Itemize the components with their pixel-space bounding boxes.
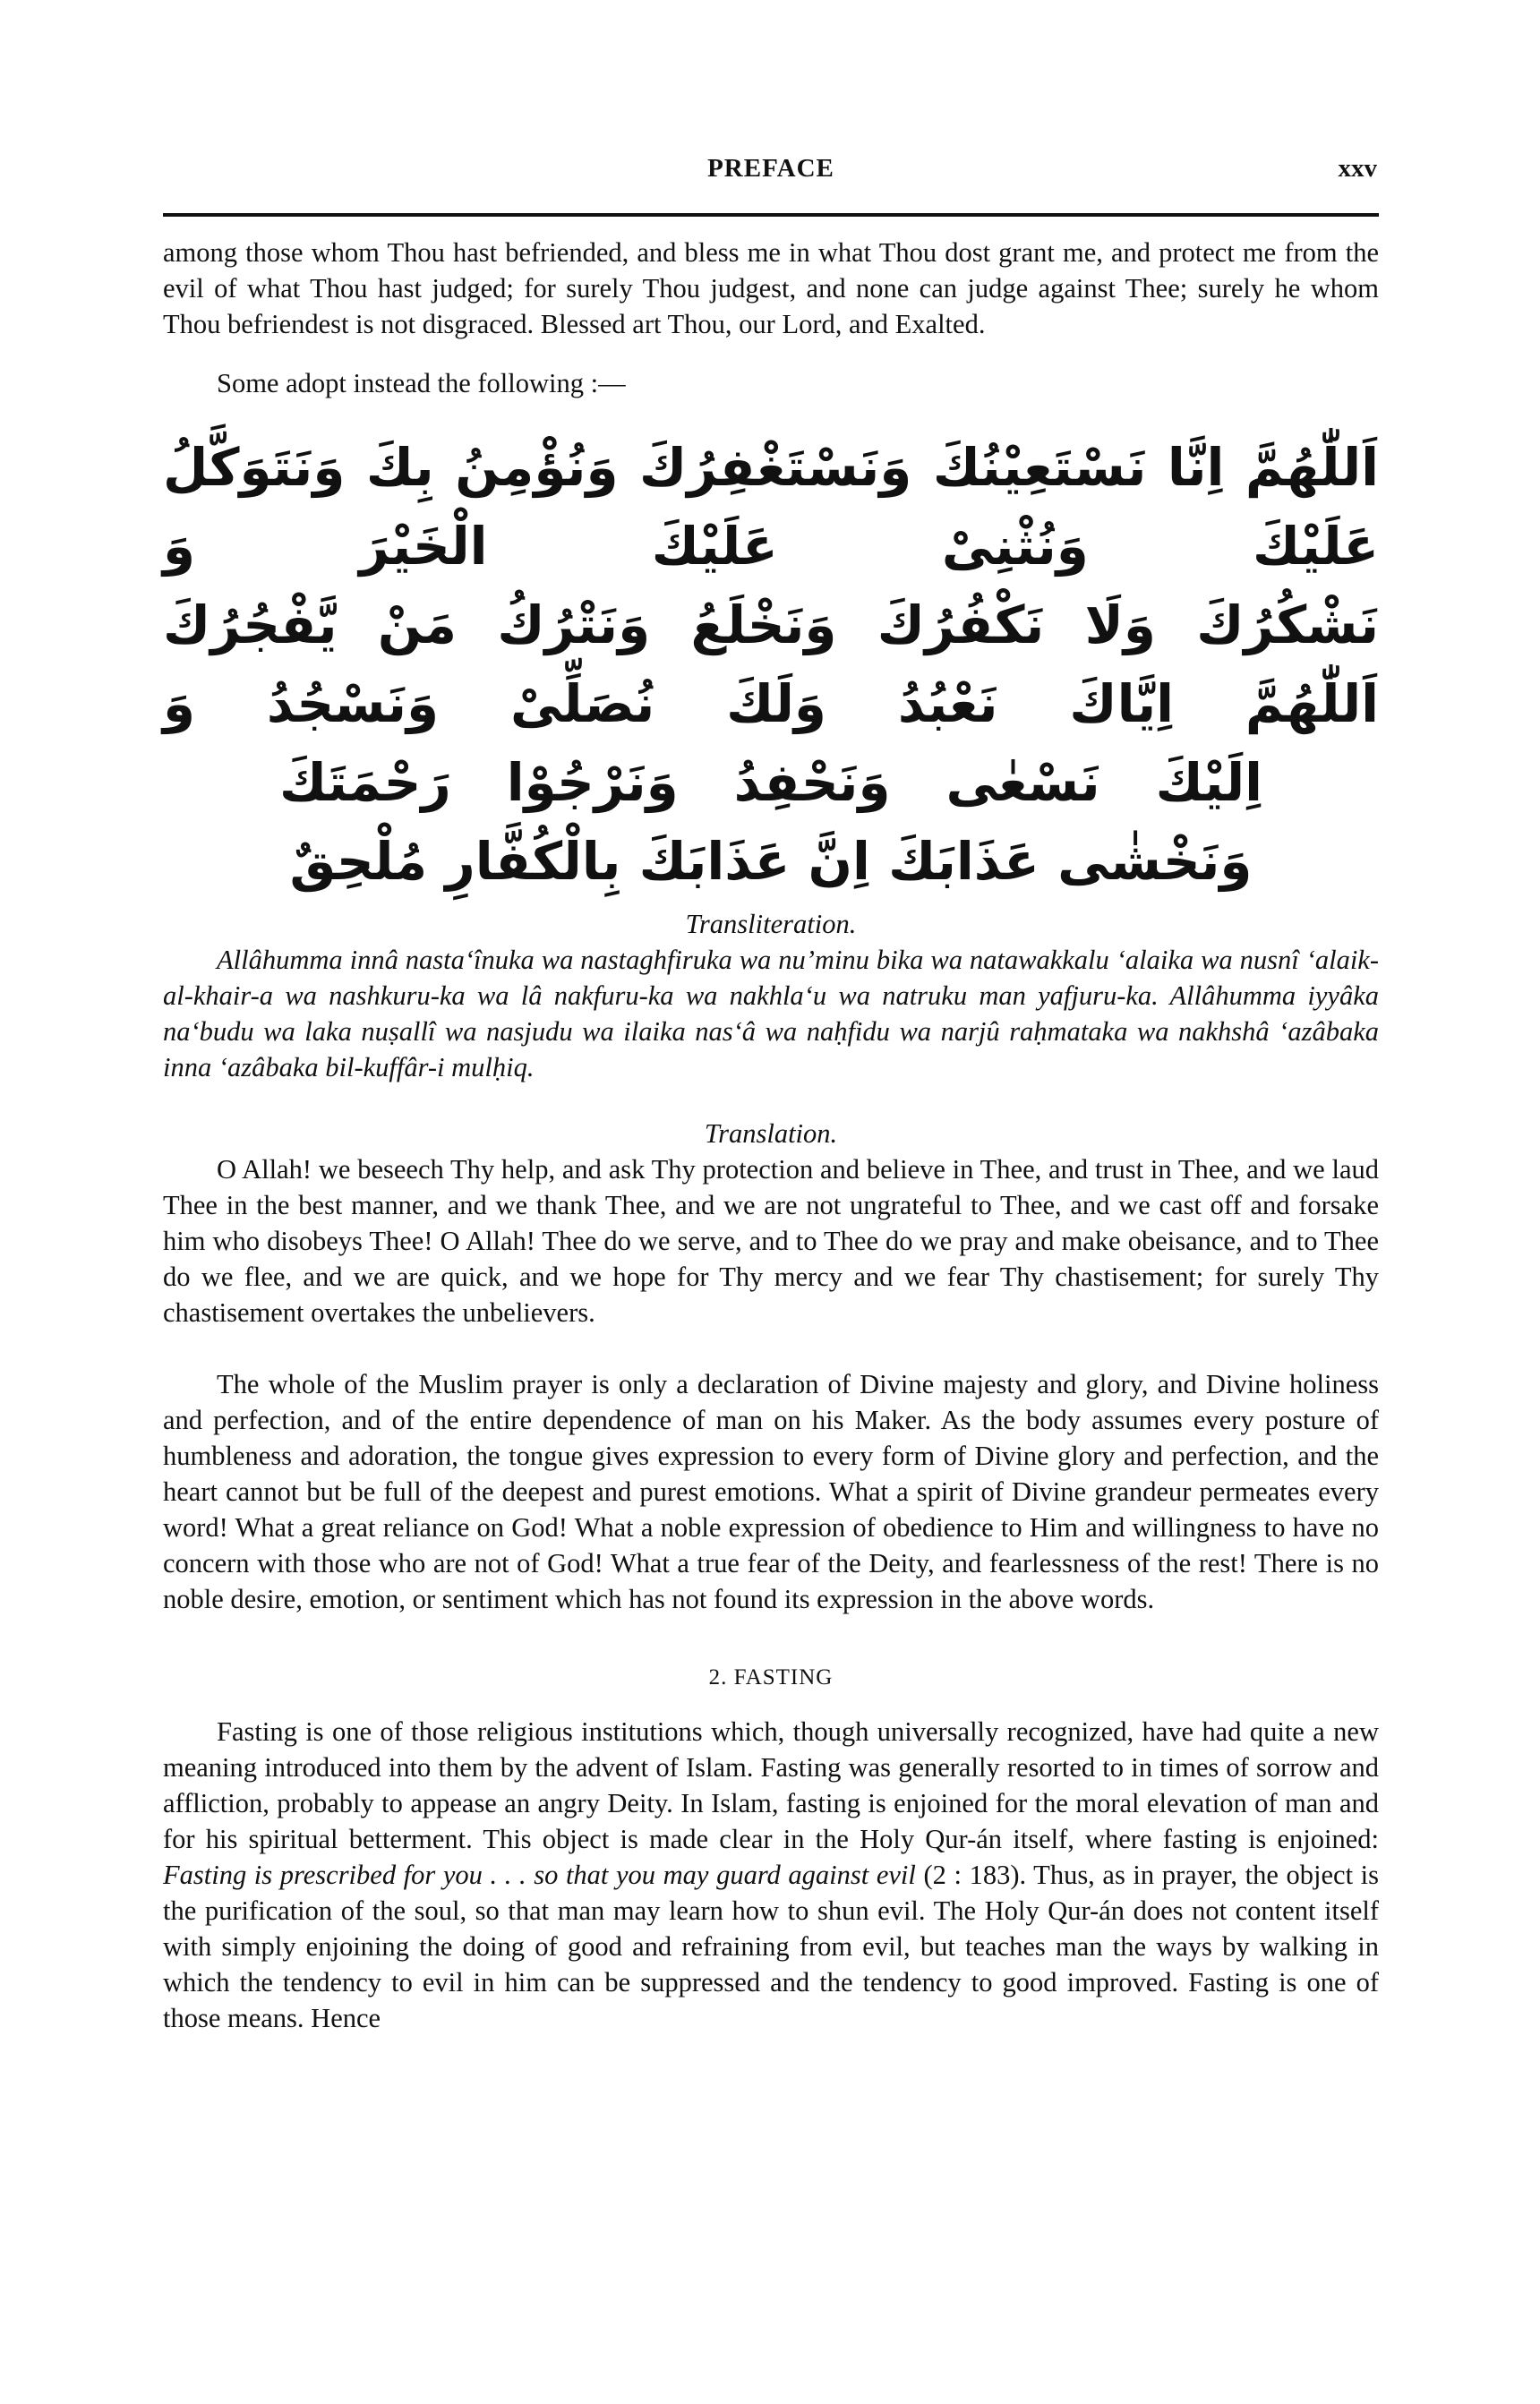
- page-number: xxv: [1338, 154, 1377, 183]
- running-header: [163, 154, 1379, 193]
- translation-paragraph: O Allah! we beseech Thy help, and ask Thy protection and believe in Thee, and trust in Thee, and we laud Thee in the best manner, and we thank Thee, and we are not ungrateful to Thee, and we cast off and forsake him who disobeys Thee! O Allah! Thee do we serve, and to Thee do we pray and make obeisance, and to Thee do we flee, and we are quick, and we hope for Thy mercy and we fear Thy chastisement; for surely Thy chastisement overtakes the unbelievers.: [163, 1154, 1379, 1328]
- quran-citation: (2 : 183).: [915, 1860, 1027, 1890]
- arabic-line-2: نَشْكُرُكَ وَلَا نَكْفُرُكَ وَنَخْلَعُ وَنَتْرُكُ مَنْ يَّفْجُرُكَ اَللّٰهُمَّ اِيَّاكَ نَعْبُدُ وَلَكَ نُصَلِّىْ وَنَسْجُدُ وَ: [163, 595, 1379, 734]
- fasting-paragraph: [163, 1714, 1379, 2036]
- page-body: [163, 235, 1379, 2036]
- quran-quote: Fasting is prescribed for you . . . so that you may guard against evil: [163, 1860, 916, 1890]
- header-rule: [163, 213, 1379, 217]
- arabic-line-3: اِلَيْكَ نَسْعٰى وَنَحْفِدُ وَنَرْجُوْا رَحْمَتَكَ وَنَخْشٰى عَذَابَكَ اِنَّ عَذَابَكَ بِالْكُفَّارِ مُلْحِقٌ: [279, 752, 1262, 892]
- commentary-paragraph: The whole of the Muslim prayer is only a declaration of Divine majesty and glory, and Divine holiness and perfection, and of the entire dependence of man on his Maker. As the body assumes every posture of humbleness and adoration, the tongue gives expression to every form of Divine glory and perfection, and the heart cannot but be full of the deepest and purest emotions. What a spirit of Divine grandeur permeates every word! What a great reliance on God! What a noble expression of obedience to Him and willingness to have no concern with those who are not of God! What a true fear of the Deity, and fearlessness of the rest! There is no noble desire, emotion, or sentiment which has not found its expression in the above words.: [163, 1369, 1379, 1614]
- translation-heading: Translation.: [704, 1118, 838, 1149]
- arabic-prayer-block: [163, 428, 1379, 901]
- running-title: PREFACE: [707, 154, 834, 183]
- transliteration-heading: Transliteration.: [685, 909, 857, 939]
- transliteration-paragraph: Allâhumma innâ nasta‘înuka wa nastaghfiruka wa nu’minu bika wa natawakkalu ‘alaika wa nusnî ‘alaik-al-khair-a wa nashkuru-ka wa lâ nakfuru-ka wa nakhla‘u wa natruku man yafjuru-ka. Allâhumma iyyâka na‘budu wa laka nuṣallî wa nasjudu wa ilaika nas‘â wa naḥfidu wa narjû raḥmataka wa nakhshâ ‘azâbaka inna ‘azâbaka bil-kuffâr-i mulḥiq.: [163, 945, 1379, 1082]
- intro-line: Some adopt instead the following :—: [217, 368, 626, 398]
- arabic-line-1: اَللّٰهُمَّ اِنَّا نَسْتَعِيْنُكَ وَنَسْتَغْفِرُكَ وَنُؤْمِنُ بِكَ وَنَتَوَكَّلُ عَلَيْكَ وَنُثْنِىْ عَلَيْكَ الْخَيْرَ وَ: [163, 437, 1379, 577]
- fasting-text-2: Thus, as in prayer, the object is the purification of the soul, so that man may learn how to shun evil. The Holy Qur-án does not content itself with simply enjoining the doing of good and refraining from evil, but teaches man the ways by walking in which the tendency to evil in him can be suppressed and the tendency to good improved. Fasting is one of those means. Hence: [163, 1860, 1380, 2033]
- fasting-text-1: Fasting is one of those religious institutions which, though universally recognized, have had quite a new meaning introduced into them by the advent of Islam. Fasting was generally resorted to in times of sorrow and affliction, probably to appease an angry Deity. In Islam, fasting is enjoined for the moral elevation of man and for his spiritual betterment. This object is made clear in the Holy Qur-án itself, where fasting is enjoined:: [163, 1716, 1379, 1854]
- continuation-paragraph: among those whom Thou hast befriended, and bless me in what Thou dost grant me, and protect me from the evil of what Thou hast judged; for surely Thou judgest, and none can judge against Thee; surely he whom Thou befriendest is not disgraced. Blessed art Thou, our Lord, and Exalted.: [163, 237, 1379, 339]
- section-heading-fasting: 2. FASTING: [708, 1665, 834, 1690]
